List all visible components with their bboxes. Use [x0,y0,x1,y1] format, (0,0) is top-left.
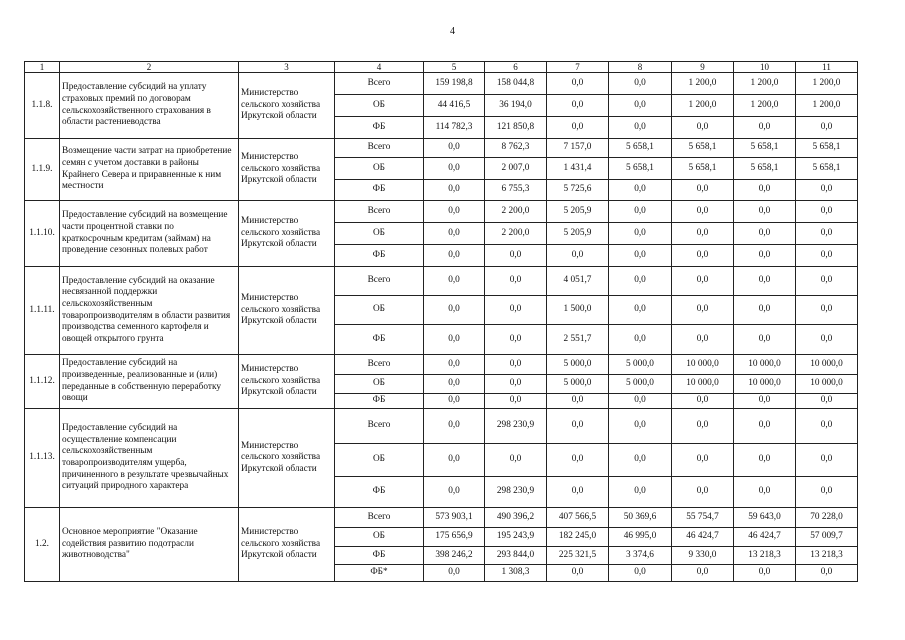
amount-cell: 0,0 [485,355,547,375]
amount-cell: 0,0 [424,325,485,355]
amount-cell: 55 754,7 [672,508,734,528]
row-code: 1.1.12. [25,355,60,409]
amount-cell: 7 157,0 [547,139,609,158]
amount-cell: 46 424,7 [734,528,796,547]
amount-cell: 0,0 [796,444,858,477]
amount-cell: 0,0 [734,117,796,139]
funding-source: Всего [335,201,424,223]
responsible-ministry: Министерство сельского хозяйства Иркутской области [239,267,335,355]
amount-cell: 0,0 [796,201,858,223]
amount-cell: 0,0 [485,444,547,477]
amount-cell: 5 658,1 [796,158,858,180]
amount-cell: 0,0 [609,409,672,444]
amount-cell: 0,0 [734,409,796,444]
amount-cell: 0,0 [547,95,609,117]
amount-cell: 0,0 [609,394,672,409]
table-row [25,508,858,528]
row-code: 1.2. [25,508,60,582]
amount-cell: 0,0 [796,394,858,409]
amount-cell: 0,0 [609,325,672,355]
header-cell: 11 [796,62,858,73]
amount-cell: 9 330,0 [672,547,734,565]
amount-cell: 2 200,0 [485,201,547,223]
amount-cell: 0,0 [609,73,672,95]
amount-cell: 5 658,1 [609,158,672,180]
funding-source: ФБ [335,245,424,267]
amount-cell: 1 200,0 [672,73,734,95]
amount-cell: 70 228,0 [796,508,858,528]
funding-source: Всего [335,267,424,296]
amount-cell: 0,0 [485,267,547,296]
amount-cell: 0,0 [424,477,485,508]
activity-name: Предоставление субсидий на возмещение части процентной ставки по краткосрочным кредитам (займам) на проведение сезонных полевых работ [60,201,239,267]
funding-source: ФБ [335,325,424,355]
amount-cell: 5 000,0 [547,355,609,375]
amount-cell: 0,0 [547,565,609,582]
amount-cell: 158 044,8 [485,73,547,95]
amount-cell: 0,0 [424,267,485,296]
amount-cell: 5 658,1 [609,139,672,158]
amount-cell: 0,0 [734,394,796,409]
amount-cell: 0,0 [796,325,858,355]
amount-cell: 5 658,1 [734,158,796,180]
amount-cell: 0,0 [485,296,547,325]
header-cell: 7 [547,62,609,73]
funding-source: ФБ [335,547,424,565]
amount-cell: 0,0 [672,117,734,139]
amount-cell: 0,0 [734,267,796,296]
amount-cell: 10 000,0 [734,375,796,394]
funding-source: ОБ [335,95,424,117]
amount-cell: 0,0 [734,180,796,201]
amount-cell: 1 200,0 [672,95,734,117]
amount-cell: 46 424,7 [672,528,734,547]
responsible-ministry: Министерство сельского хозяйства Иркутской области [239,73,335,139]
amount-cell: 0,0 [424,375,485,394]
funding-source: ОБ [335,528,424,547]
amount-cell: 46 995,0 [609,528,672,547]
table-row [25,409,858,444]
amount-cell: 0,0 [672,223,734,245]
amount-cell: 121 850,8 [485,117,547,139]
amount-cell: 1 200,0 [734,95,796,117]
header-cell: 5 [424,62,485,73]
amount-cell: 10 000,0 [672,355,734,375]
amount-cell: 0,0 [609,245,672,267]
table-row [25,267,858,296]
funding-source: ОБ [335,158,424,180]
funding-source: ФБ [335,477,424,508]
amount-cell: 1 308,3 [485,565,547,582]
amount-cell: 0,0 [796,409,858,444]
funding-source: ОБ [335,223,424,245]
amount-cell: 0,0 [424,180,485,201]
amount-cell: 0,0 [609,444,672,477]
header-cell: 9 [672,62,734,73]
amount-cell: 0,0 [609,565,672,582]
amount-cell: 10 000,0 [672,375,734,394]
funding-source: ОБ [335,375,424,394]
amount-cell: 5 205,9 [547,201,609,223]
amount-cell: 0,0 [672,394,734,409]
amount-cell: 0,0 [672,477,734,508]
amount-cell: 0,0 [609,95,672,117]
table-row [25,201,858,223]
header-cell: 1 [25,62,60,73]
table-row [25,355,858,375]
amount-cell: 0,0 [734,444,796,477]
amount-cell: 0,0 [796,223,858,245]
amount-cell: 1 500,0 [547,296,609,325]
amount-cell: 0,0 [796,180,858,201]
amount-cell: 225 321,5 [547,547,609,565]
amount-cell: 182 245,0 [547,528,609,547]
amount-cell: 0,0 [796,245,858,267]
amount-cell: 0,0 [734,565,796,582]
amount-cell: 0,0 [424,158,485,180]
amount-cell: 114 782,3 [424,117,485,139]
amount-cell: 0,0 [609,267,672,296]
amount-cell: 57 009,7 [796,528,858,547]
amount-cell: 0,0 [609,477,672,508]
amount-cell: 0,0 [672,245,734,267]
budget-table [24,61,858,582]
amount-cell: 0,0 [424,565,485,582]
amount-cell: 0,0 [485,394,547,409]
amount-cell: 0,0 [424,245,485,267]
amount-cell: 0,0 [734,296,796,325]
amount-cell: 5 000,0 [547,375,609,394]
amount-cell: 36 194,0 [485,95,547,117]
amount-cell: 10 000,0 [796,375,858,394]
activity-name: Предоставление субсидий на оказание несвязанной поддержки сельскохозяйственным товаропроизводителям в области развития производства семенного картофеля и овощей открытого грунта [60,267,239,355]
amount-cell: 0,0 [424,394,485,409]
amount-cell: 13 218,3 [734,547,796,565]
amount-cell: 0,0 [672,201,734,223]
amount-cell: 44 416,5 [424,95,485,117]
amount-cell: 0,0 [796,267,858,296]
header-cell: 10 [734,62,796,73]
amount-cell: 0,0 [547,477,609,508]
amount-cell: 0,0 [424,223,485,245]
table-row [25,73,858,95]
column-number-header [25,62,858,73]
amount-cell: 0,0 [672,565,734,582]
amount-cell: 0,0 [609,296,672,325]
amount-cell: 293 844,0 [485,547,547,565]
amount-cell: 0,0 [424,201,485,223]
amount-cell: 5 000,0 [609,375,672,394]
header-cell: 8 [609,62,672,73]
amount-cell: 0,0 [547,245,609,267]
page-number: 4 [450,26,455,37]
amount-cell: 573 903,1 [424,508,485,528]
activity-name: Возмещение части затрат на приобретение семян с учетом доставки в районы Крайнего Севера и приравненные к ним местности [60,139,239,201]
amount-cell: 0,0 [424,139,485,158]
amount-cell: 0,0 [672,296,734,325]
row-code: 1.1.8. [25,73,60,139]
amount-cell: 10 000,0 [796,355,858,375]
amount-cell: 1 200,0 [796,95,858,117]
responsible-ministry: Министерство сельского хозяйства Иркутской области [239,139,335,201]
amount-cell: 5 000,0 [609,355,672,375]
amount-cell: 0,0 [609,201,672,223]
amount-cell: 0,0 [672,409,734,444]
responsible-ministry: Министерство сельского хозяйства Иркутской области [239,355,335,409]
funding-source: Всего [335,508,424,528]
amount-cell: 0,0 [734,245,796,267]
funding-source: ОБ [335,296,424,325]
activity-name: Предоставление субсидий на уплату страховых премий по договорам сельскохозяйственного страхования в области растениеводства [60,73,239,139]
amount-cell: 0,0 [672,444,734,477]
amount-cell: 0,0 [672,267,734,296]
amount-cell: 0,0 [424,355,485,375]
amount-cell: 1 200,0 [734,73,796,95]
amount-cell: 59 643,0 [734,508,796,528]
funding-source: Всего [335,139,424,158]
header-cell: 4 [335,62,424,73]
amount-cell: 5 205,9 [547,223,609,245]
amount-cell: 0,0 [796,117,858,139]
funding-source: Всего [335,409,424,444]
amount-cell: 0,0 [734,201,796,223]
activity-name: Основное мероприятие "Оказание содействия развитию подотрасли животноводства" [60,508,239,582]
amount-cell: 0,0 [796,565,858,582]
amount-cell: 159 198,8 [424,73,485,95]
amount-cell: 0,0 [424,444,485,477]
amount-cell: 0,0 [734,325,796,355]
amount-cell: 0,0 [485,245,547,267]
amount-cell: 1 200,0 [796,73,858,95]
amount-cell: 8 762,3 [485,139,547,158]
amount-cell: 0,0 [547,444,609,477]
funding-source: Всего [335,73,424,95]
funding-source: ФБ [335,394,424,409]
row-code: 1.1.13. [25,409,60,508]
amount-cell: 4 051,7 [547,267,609,296]
amount-cell: 175 656,9 [424,528,485,547]
amount-cell: 195 243,9 [485,528,547,547]
amount-cell: 0,0 [424,296,485,325]
amount-cell: 3 374,6 [609,547,672,565]
amount-cell: 0,0 [547,73,609,95]
amount-cell: 0,0 [796,296,858,325]
amount-cell: 0,0 [734,223,796,245]
amount-cell: 5 658,1 [734,139,796,158]
amount-cell: 50 369,6 [609,508,672,528]
amount-cell: 407 566,5 [547,508,609,528]
amount-cell: 5 658,1 [796,139,858,158]
funding-source: Всего [335,355,424,375]
amount-cell: 5 658,1 [672,158,734,180]
amount-cell: 0,0 [547,409,609,444]
amount-cell: 0,0 [609,223,672,245]
amount-cell: 2 551,7 [547,325,609,355]
amount-cell: 10 000,0 [734,355,796,375]
responsible-ministry: Министерство сельского хозяйства Иркутской области [239,201,335,267]
amount-cell: 1 431,4 [547,158,609,180]
amount-cell: 13 218,3 [796,547,858,565]
responsible-ministry: Министерство сельского хозяйства Иркутской области [239,409,335,508]
amount-cell: 0,0 [609,117,672,139]
header-cell: 3 [239,62,335,73]
amount-cell: 0,0 [547,394,609,409]
amount-cell: 0,0 [609,180,672,201]
funding-source: ОБ [335,444,424,477]
header-cell: 6 [485,62,547,73]
amount-cell: 0,0 [672,180,734,201]
header-cell: 2 [60,62,239,73]
funding-source: ФБ [335,180,424,201]
amount-cell: 2 200,0 [485,223,547,245]
amount-cell: 0,0 [672,325,734,355]
amount-cell: 0,0 [796,477,858,508]
amount-cell: 0,0 [734,477,796,508]
amount-cell: 298 230,9 [485,409,547,444]
amount-cell: 5 658,1 [672,139,734,158]
table-row [25,139,858,158]
amount-cell: 490 396,2 [485,508,547,528]
row-code: 1.1.9. [25,139,60,201]
activity-name: Предоставление субсидий на осуществление компенсации сельскохозяйственным товаропроизводителям ущерба, причиненного в результате чрезвычайных ситуаций природного характера [60,409,239,508]
amount-cell: 0,0 [485,375,547,394]
funding-source: ФБ [335,117,424,139]
amount-cell: 0,0 [547,117,609,139]
amount-cell: 6 755,3 [485,180,547,201]
row-code: 1.1.11. [25,267,60,355]
funding-source: ФБ* [335,565,424,582]
responsible-ministry: Министерство сельского хозяйства Иркутской области [239,508,335,582]
amount-cell: 298 230,9 [485,477,547,508]
activity-name: Предоставление субсидий на произведенные, реализованные и (или) переданные в собственную переработку овощи [60,355,239,409]
amount-cell: 398 246,2 [424,547,485,565]
amount-cell: 0,0 [424,409,485,444]
amount-cell: 0,0 [485,325,547,355]
amount-cell: 2 007,0 [485,158,547,180]
row-code: 1.1.10. [25,201,60,267]
amount-cell: 5 725,6 [547,180,609,201]
